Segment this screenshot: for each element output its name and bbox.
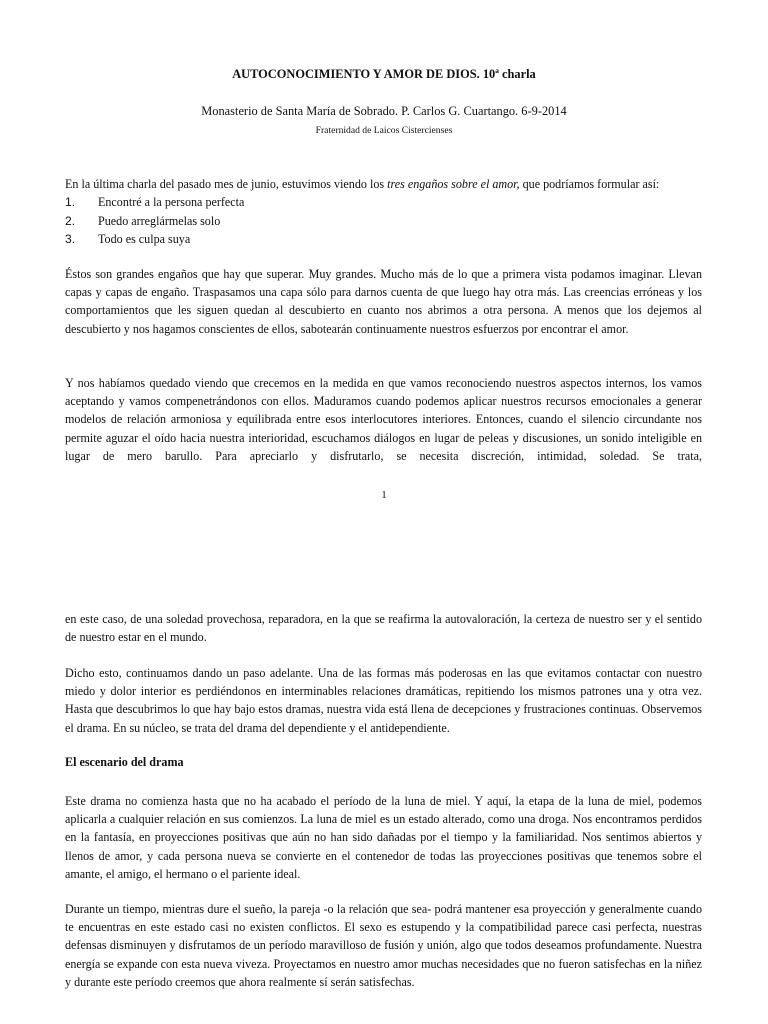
list-item bbox=[65, 212, 702, 231]
list-item-number: 2. bbox=[65, 213, 76, 228]
list-item-text: Puedo arreglármelas solo bbox=[98, 213, 221, 228]
paragraph-4 bbox=[65, 664, 702, 737]
list-item-number: 3. bbox=[65, 232, 76, 247]
paragraph-2 bbox=[65, 374, 702, 465]
paragraph-text: en este caso, de una soledad provechosa, reparadora, en la que se reafirma la autovaloración, la certeza de nuestro ser y el sentido de nuestro estar en el mundo. bbox=[65, 612, 702, 645]
list-item-text: Todo es culpa suya bbox=[98, 232, 191, 247]
paragraph-6 bbox=[65, 900, 702, 991]
paragraph-text: Y nos habíamos quedado viendo que crecemos en la medida en que vamos reconociendo nuestros aspectos internos, los vamos aceptando y vamos compenetrándonos con ellos. Maduramos cuando podemos aplicar nuestros recursos emocionales a generar modelos de relación armoniosa y equilibrada entre esos interlocutores interiores. Entonces, cuando el silencio circundante nos permite aguzar el oído hacia nuestra interioridad, escuchamos diálogos en lugar de peleas y discusiones, un sonido inteligible en lugar de mero barullo. Para apreciarlo y disfrutarlo, se necesita discreción, intimidad, soledad. Se trata, bbox=[65, 376, 702, 463]
page-number: 1 bbox=[381, 489, 387, 501]
paragraph-text: Dicho esto, continuamos dando un paso adelante. Una de las formas más poderosas en las que evitamos contactar con nuestro miedo y dolor interior es perdiéndonos en interminables relaciones dramáticas, repitiendo los mismos patrones una y otra vez. Hasta que descubrimos lo que hay bajo estos dramas, nuestra vida está llena de decepciones y frustraciones continuas. Observemos el drama. En su núcleo, se trata del drama del dependiente y el antidependiente. bbox=[65, 666, 702, 735]
list-item bbox=[65, 193, 702, 212]
paragraph-text: Este drama no comienza hasta que no ha acabado el período de la luna de miel. Y aquí, la etapa de la luna de miel, podemos aplicarla a cualquier relación en sus comienzos. La luna de miel es un estado alterado, como una droga. Nos encontramos perdidos en la fantasía, en proyecciones positivas que aún no han sido dañadas por el tiempo y la familiaridad. Nos sentimos abiertos y llenos de amor, y cada persona nueva se convierte en el contenedor de todas las proyecciones positivas que tenemos sobre el amante, el amigo, el hermano o el pariente ideal. bbox=[65, 794, 702, 881]
intro-text-before: En la última charla del pasado mes de junio, estuvimos viendo los bbox=[65, 177, 388, 191]
list-item-text: Encontré a la persona perfecta bbox=[98, 195, 245, 209]
section-heading: El escenario del drama bbox=[65, 755, 184, 769]
paragraph-text: Durante un tiempo, mientras dure el sueño, la pareja -o la relación que sea- podrá mantener esa proyección y generalmente cuando te encuentras en este estado casi no existen conflictos. El sexo es estupendo y la compatibilidad parece casi perfecta, nuestras defensas disminuyen y disfrutamos de un período maravilloso de fusión y unión, algo que todos deseamos profundamente. Nuestra energía se expande con esta nueva viveza. Proyectamos en nuestro amor muchas necesidades que no fueron satisfechas en la niñez y durante este período creemos que ahora realmente sí serán satisfechas. bbox=[65, 902, 702, 989]
list-item-number: 1. bbox=[65, 195, 76, 209]
paragraph-5 bbox=[65, 792, 702, 883]
list-item bbox=[65, 230, 702, 249]
intro-emphasis: tres engaños sobre el amor, bbox=[387, 177, 520, 191]
document-subtitle: Monasterio de Santa María de Sobrado. P. Carlos G. Cuartango. 6-9-2014 bbox=[201, 104, 567, 118]
intro-text-after: que podríamos formular así: bbox=[519, 177, 660, 191]
document-title: AUTOCONOCIMIENTO Y AMOR DE DIOS. 10ª charla bbox=[232, 67, 536, 81]
intro-paragraph bbox=[65, 175, 702, 193]
numbered-list bbox=[65, 193, 702, 249]
paragraph-1 bbox=[65, 265, 702, 338]
paragraph-text: Éstos son grandes engaños que hay que superar. Muy grandes. Mucho más de lo que a primera vista podamos imaginar. Llevan capas y capas de engaño. Traspasamos una capa sólo para darnos cuenta de que luego hay otra más. Las creencias erróneas y los comportamientos que les siguen quedan al descubierto en cuanto nos abrimos a otra persona. A menos que los dejemos al descubierto y nos hagamos conscientes de ellos, sabotearán continuamente nuestros esfuerzos por encontrar el amor. bbox=[65, 267, 702, 336]
paragraph-3 bbox=[65, 610, 702, 646]
document-organization: Fraternidad de Laicos Cistercienses bbox=[315, 125, 453, 136]
